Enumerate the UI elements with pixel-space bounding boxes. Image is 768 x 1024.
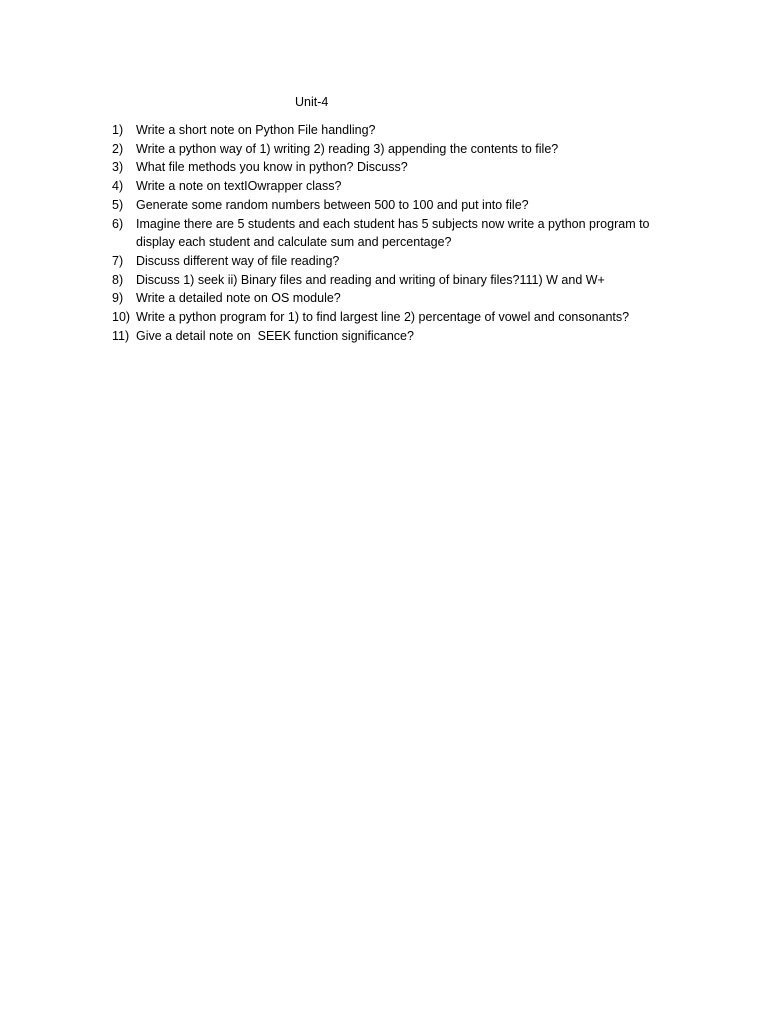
question-number: 11) — [112, 328, 130, 343]
question-number: 9) — [112, 291, 124, 306]
question-item — [112, 215, 712, 252]
question-number: 3) — [112, 160, 124, 175]
question-text: Write a python program for 1) to find largest line 2) percentage of vowel and consonants? — [136, 310, 630, 325]
question-number: 8) — [112, 272, 124, 287]
question-item — [112, 308, 712, 327]
question-text: Discuss 1) seek ii) Binary files and reading and writing of binary files?111) W and W+ — [136, 272, 605, 287]
question-number: 5) — [112, 197, 124, 212]
question-item — [112, 196, 712, 215]
question-number: 7) — [112, 253, 124, 268]
question-item — [112, 177, 712, 196]
question-number: 2) — [112, 141, 124, 156]
question-number: 1) — [112, 123, 124, 137]
question-text: Discuss different way of file reading? — [136, 253, 340, 268]
question-item — [112, 327, 712, 346]
question-text: Give a detail note on SEEK function significance? — [136, 328, 414, 343]
question-item — [112, 289, 712, 308]
question-text: Write a short note on Python File handling? — [136, 123, 376, 137]
question-item — [112, 252, 712, 271]
question-text: Generate some random numbers between 500 to 100 and put into file? — [136, 197, 529, 212]
question-item — [112, 158, 712, 177]
question-text: Write a detailed note on OS module? — [136, 291, 341, 306]
question-number: 6) — [112, 216, 124, 231]
question-list — [112, 121, 712, 345]
question-item — [112, 140, 712, 159]
question-text: What file methods you know in python? Discuss? — [136, 160, 408, 175]
page-title: Unit-4 — [295, 95, 329, 109]
question-text: Write a python way of 1) writing 2) reading 3) appending the contents to file? — [136, 141, 559, 156]
question-item — [112, 121, 712, 140]
question-item — [112, 271, 712, 290]
question-number: 4) — [112, 179, 124, 194]
question-number: 10) — [112, 310, 131, 325]
question-text: Write a note on textIOwrapper class? — [136, 179, 342, 194]
question-text: Imagine there are 5 students and each student has 5 subjects now write a python program to display each student and calculate sum and percentage? — [136, 216, 650, 250]
